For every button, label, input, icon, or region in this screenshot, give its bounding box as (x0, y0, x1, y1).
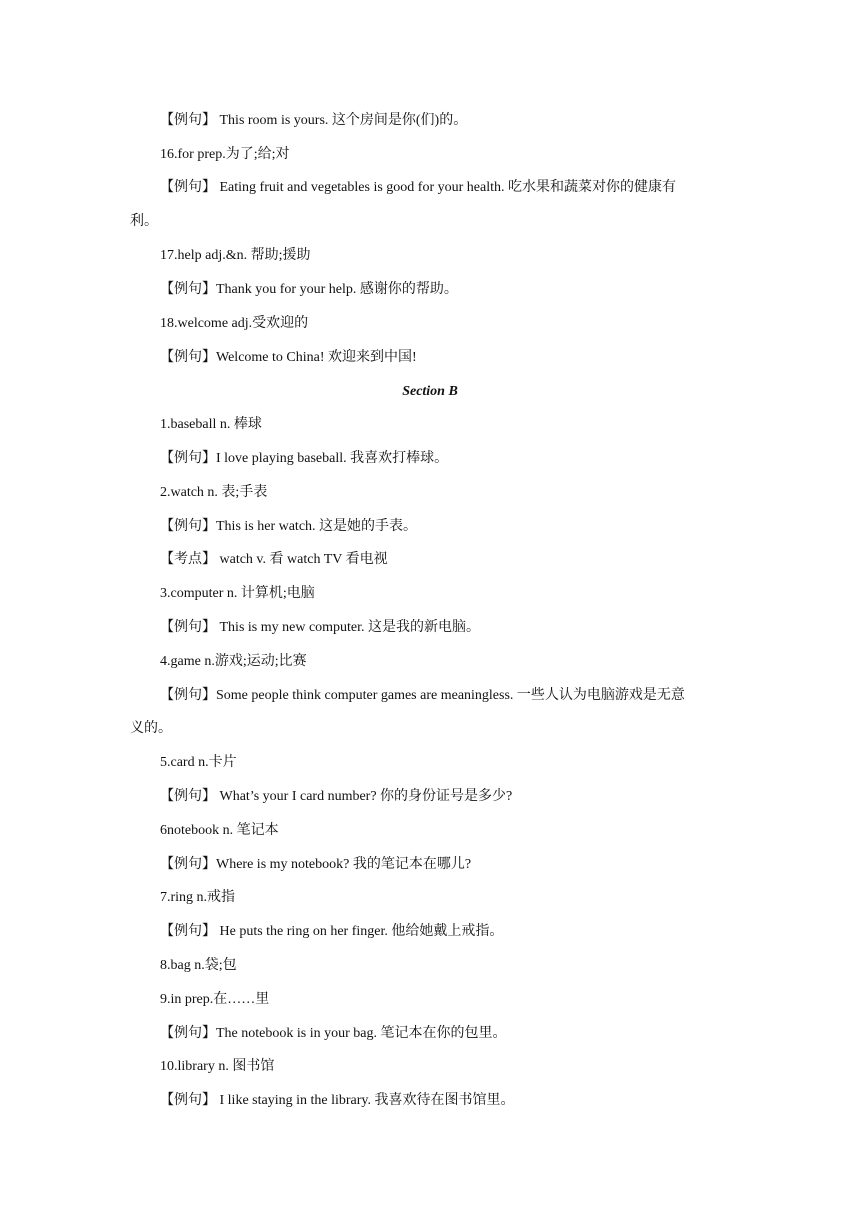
vocab-entry: 9.in prep.在……里 (160, 992, 270, 1007)
example-sentence: 【例句】 I like staying in the library. 我喜欢待在图书馆里。 (160, 1093, 515, 1108)
example-sentence: 【例句】This is her watch. 这是她的手表。 (160, 519, 418, 534)
example-sentence: 【例句】Welcome to China! 欢迎来到中国! (160, 350, 417, 365)
example-sentence: 【例句】Some people think computer games are meaningless. 一些人认为电脑游戏是无意 (160, 688, 685, 703)
example-sentence: 【例句】 This is my new computer. 这是我的新电脑。 (160, 620, 481, 635)
vocab-entry: 7.ring n.戒指 (160, 890, 236, 905)
example-sentence-continuation: 义的。 (130, 721, 172, 736)
vocab-entry: 6notebook n. 笔记本 (160, 823, 279, 838)
vocab-entry: 10.library n. 图书馆 (160, 1059, 275, 1074)
example-sentence: 【例句】The notebook is in your bag. 笔记本在你的包里。 (160, 1026, 507, 1041)
vocab-entry: 17.help adj.&n. 帮助;援助 (160, 248, 311, 263)
example-sentence: 【例句】 Eating fruit and vegetables is good for your health. 吃水果和蔬菜对你的健康有 (160, 180, 676, 195)
section-heading: Section B (402, 384, 458, 399)
vocab-entry: 3.computer n. 计算机;电脑 (160, 586, 315, 601)
vocab-entry: 4.game n.游戏;运动;比赛 (160, 654, 307, 669)
vocab-entry: 16.for prep.为了;给;对 (160, 147, 290, 162)
example-sentence: 【例句】 What’s your I card number? 你的身份证号是多少? (160, 789, 513, 804)
vocab-entry: 18.welcome adj.受欢迎的 (160, 316, 309, 331)
example-sentence: 【例句】Thank you for your help. 感谢你的帮助。 (160, 282, 458, 297)
example-sentence: 【例句】 This room is yours. 这个房间是你(们)的。 (160, 113, 468, 128)
vocab-entry: 5.card n.卡片 (160, 755, 237, 770)
key-point: 【考点】 watch v. 看 watch TV 看电视 (160, 552, 388, 567)
example-sentence: 【例句】I love playing baseball. 我喜欢打棒球。 (160, 451, 449, 466)
example-sentence-continuation: 利。 (130, 214, 158, 229)
vocab-entry: 8.bag n.袋;包 (160, 958, 237, 973)
example-sentence: 【例句】 He puts the ring on her finger. 他给她戴上戒指。 (160, 924, 504, 939)
vocab-entry: 1.baseball n. 棒球 (160, 417, 262, 432)
example-sentence: 【例句】Where is my notebook? 我的笔记本在哪儿? (160, 857, 472, 872)
vocab-entry: 2.watch n. 表;手表 (160, 485, 268, 500)
